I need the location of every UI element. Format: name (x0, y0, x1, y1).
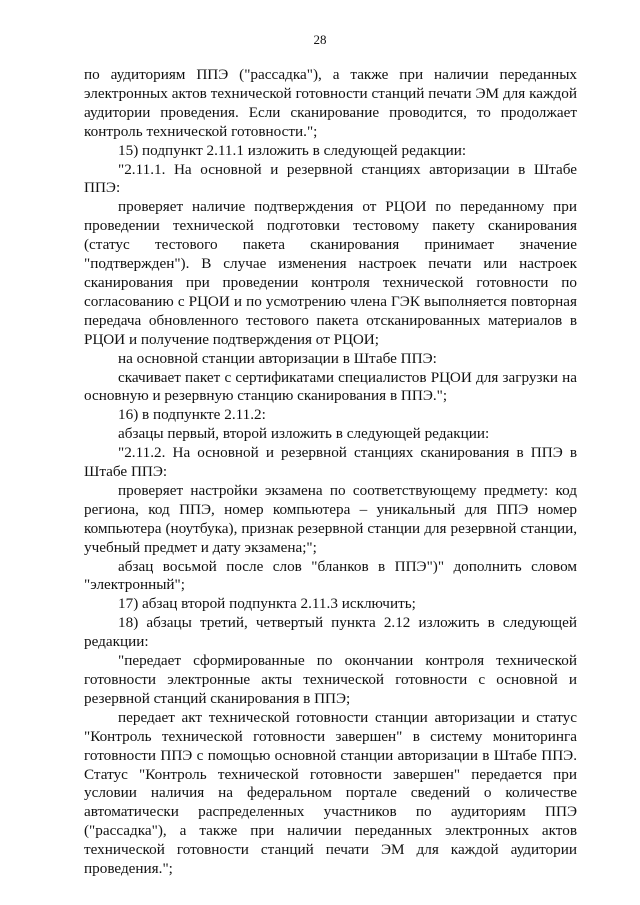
paragraph: на основной станции авторизации в Штабе ППЭ: (118, 349, 437, 367)
paragraph: проверяет наличие подтверждения от РЦОИ по переданному при проведении технической подготовки тестовому пакету сканирования (статус тестового пакета сканирования принимает значение "подтвержден"). В случае изменения настроек печати или настроек сканирования при проведении контроля технической готовности по согласованию с РЦОИ и по усмотрению члена ГЭК выполняется повторная передача обновленного тестового пакета отсканированных материалов в РЦОИ и получение подтверждения от РЦОИ; (84, 198, 577, 348)
document-body (84, 66, 577, 879)
paragraph: 17) абзац второй подпункта 2.11.3 исключить; (118, 595, 416, 613)
paragraph: по аудиториям ППЭ ("рассадка"), а также при наличии переданных электронных актов технической готовности станций печати ЭМ для каждой аудитории проведения. Если сканирование проводится, то продолжает контроль технической готовности."; (84, 66, 577, 140)
paragraph: абзацы первый, второй изложить в следующей редакции: (118, 425, 490, 443)
paragraph: проверяет настройки экзамена по соответствующему предмету: код региона, код ППЭ, номер компьютера – уникальный для ППЭ номер компьютера (ноутбука), признак резервной станции для резервной станции, учебный предмет и дату экзамена;"; (84, 481, 577, 556)
page-number: 28 (313, 32, 327, 47)
paragraph: "2.11.2. На основной и резервной станциях сканирования в ППЭ в Штабе ППЭ: (84, 444, 577, 481)
paragraph: "2.11.1. На основной и резервной станциях авторизации в Штабе ППЭ: (84, 160, 577, 197)
paragraph: "передает сформированные по окончании контроля технической готовности электронные акты технической готовности с основной и резервной станций сканирования в ППЭ; (84, 652, 577, 707)
paragraph: передает акт технической готовности станции авторизации и статус "Контроль технической готовности завершен" в систему мониторинга готовности ППЭ с помощью основной станции авторизации в Штабе ППЭ. Статус "Контроль технической готовности завершен" передается при условии наличия на федеральном портале сведений о количестве автоматически распределенных участников по аудиториям ППЭ ("рассадка"), а также при наличии переданных электронных актов технической готовности станций печати ЭМ для каждой аудитории проведения."; (84, 708, 577, 878)
paragraph: 15) подпункт 2.11.1 изложить в следующей редакции: (118, 141, 467, 159)
paragraph: абзац восьмой после слов "бланков в ППЭ")" дополнить словом "электронный"; (84, 557, 577, 594)
paragraph: 18) абзацы третий, четвертый пункта 2.12 изложить в следующей редакции: (84, 614, 577, 651)
paragraph: скачивает пакет с сертификатами специалистов РЦОИ для загрузки на основную и резервную станцию сканирования в ППЭ."; (84, 368, 577, 405)
paragraph: 16) в подпункте 2.11.2: (118, 406, 266, 424)
